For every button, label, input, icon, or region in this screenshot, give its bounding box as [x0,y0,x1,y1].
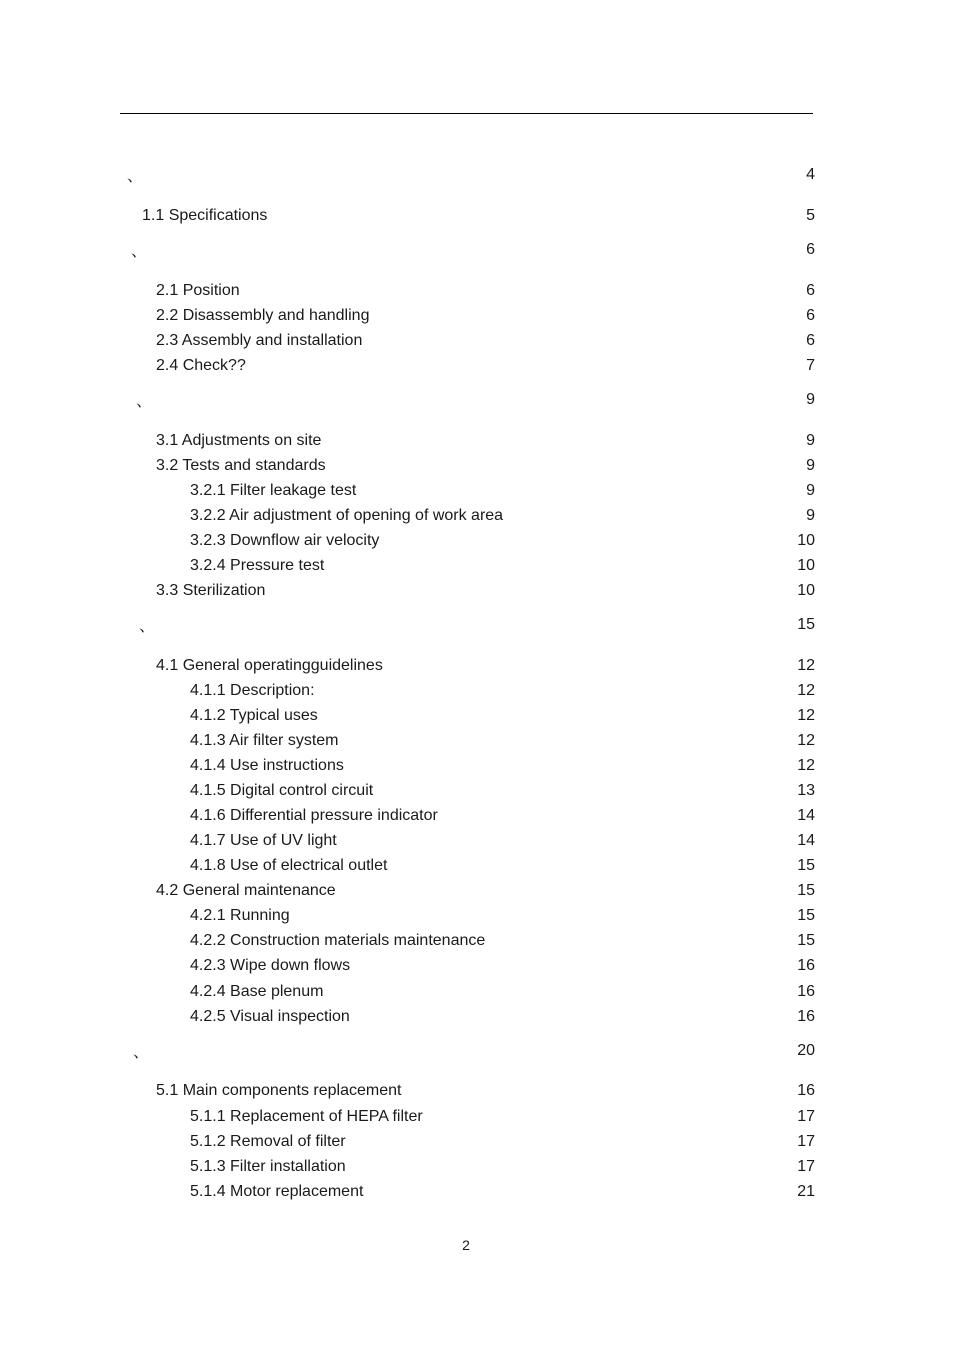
toc-entry-title: 4.2.5 Visual inspection [190,1008,350,1025]
toc-entry-title: 、 [133,1044,150,1061]
toc-entry-title: 4.1 General operatingguidelines [156,657,383,674]
toc-chapter-entry[interactable] [0,168,954,190]
toc-entry[interactable] [0,355,954,377]
toc-entry[interactable] [0,505,954,527]
toc-entry-page-number: 10 [797,532,815,549]
toc-entry-page-number: 9 [806,482,815,499]
toc-entry-title: 、 [136,393,153,410]
toc-entry-page-number: 15 [797,857,815,874]
toc-entry-page-number: 16 [797,1008,815,1025]
toc-entry-title: 4.1.5 Digital control circuit [190,782,374,799]
toc-entry-page-number: 15 [797,932,815,949]
toc-entry-page-number: 9 [806,507,815,524]
toc-entry-page-number: 15 [797,616,815,633]
toc-entry-page-number: 21 [797,1183,815,1200]
toc-entry[interactable] [0,1080,954,1102]
toc-entry[interactable] [0,280,954,302]
toc-entry-page-number: 17 [797,1133,815,1150]
toc-chapter-entry[interactable] [0,393,954,415]
toc-entry-title: 、 [127,168,144,185]
toc-entry-page-number: 20 [797,1042,815,1059]
toc-entry[interactable] [0,430,954,452]
toc-entry[interactable] [0,1131,954,1153]
toc-entry[interactable] [0,1181,954,1203]
toc-entry[interactable] [0,455,954,477]
toc-entry-title: 2.2 Disassembly and handling [156,307,370,324]
toc-entry-page-number: 16 [797,983,815,1000]
toc-entry-page-number: 4 [806,166,815,183]
toc-entry-page-number: 15 [797,882,815,899]
toc-entry-page-number: 6 [806,282,815,299]
toc-entry-title: 3.1 Adjustments on site [156,432,322,449]
toc-entry[interactable] [0,855,954,877]
toc-entry-title: 3.3 Sterilization [156,582,266,599]
toc-entry[interactable] [0,780,954,802]
toc-entry-page-number: 12 [797,732,815,749]
toc-entry-page-number: 10 [797,557,815,574]
toc-entry-title: 3.2 Tests and standards [156,457,326,474]
toc-entry[interactable] [0,880,954,902]
toc-chapter-entry[interactable] [0,618,954,640]
toc-entry-title: 5.1.3 Filter installation [190,1158,346,1175]
toc-entry-title: 、 [131,243,148,260]
toc-entry-page-number: 16 [797,1082,815,1099]
toc-entry-title: 5.1.1 Replacement of HEPA filter [190,1108,423,1125]
toc-entry[interactable] [0,730,954,752]
toc-chapter-entry[interactable] [0,1044,954,1066]
toc-entry[interactable] [0,555,954,577]
toc-entry-page-number: 5 [806,207,815,224]
toc-entry-title: 2.3 Assembly and installation [156,332,363,349]
toc-entry[interactable] [0,530,954,552]
toc-entry-title: 4.1.1 Description: [190,682,315,699]
toc-entry[interactable] [0,580,954,602]
toc-entry-title: 、 [139,618,156,635]
toc-entry-title: 4.2.1 Running [190,907,290,924]
toc-entry-page-number: 7 [806,357,815,374]
toc-entry-title: 4.2.3 Wipe down flows [190,957,351,974]
toc-entry-title: 4.1.6 Differential pressure indicator [190,807,438,824]
toc-entry-title: 1.1 Specifications [142,207,268,224]
toc-entry-title: 4.2.4 Base plenum [190,983,324,1000]
toc-entry-title: 2.4 Check?? [156,357,246,374]
toc-entry[interactable] [0,930,954,952]
toc-entry-page-number: 12 [797,707,815,724]
toc-entry[interactable] [0,205,954,227]
toc-entry-page-number: 9 [806,432,815,449]
toc-entry[interactable] [0,705,954,727]
toc-entry[interactable] [0,330,954,352]
page-number: 2 [462,1237,470,1253]
toc-entry-page-number: 13 [797,782,815,799]
toc-entry-title: 4.2 General maintenance [156,882,336,899]
toc-entry-title: 2.1 Position [156,282,240,299]
toc-entry-title: 5.1.2 Removal of filter [190,1133,346,1150]
toc-entry-page-number: 9 [806,457,815,474]
toc-entry[interactable] [0,305,954,327]
toc-entry[interactable] [0,755,954,777]
toc-entry[interactable] [0,905,954,927]
toc-entry-page-number: 17 [797,1108,815,1125]
toc-entry-title: 5.1.4 Motor replacement [190,1183,364,1200]
toc-entry-page-number: 12 [797,657,815,674]
toc-entry-title: 4.1.4 Use instructions [190,757,344,774]
toc-entry-page-number: 14 [797,807,815,824]
toc-entry[interactable] [0,830,954,852]
toc-entry[interactable] [0,680,954,702]
toc-entry-title: 4.1.8 Use of electrical outlet [190,857,388,874]
toc-entry[interactable] [0,480,954,502]
toc-entry[interactable] [0,955,954,977]
toc-entry[interactable] [0,1106,954,1128]
toc-entry-page-number: 6 [806,332,815,349]
toc-entry-title: 3.2.1 Filter leakage test [190,482,357,499]
toc-entry-page-number: 10 [797,582,815,599]
toc-entry-page-number: 17 [797,1158,815,1175]
toc-entry-page-number: 6 [806,241,815,258]
toc-entry-title: 4.1.7 Use of UV light [190,832,337,849]
toc-entry[interactable] [0,805,954,827]
toc-chapter-entry[interactable] [0,243,954,265]
toc-entry-page-number: 14 [797,832,815,849]
toc-entry-title: 4.1.3 Air filter system [190,732,339,749]
toc-entry[interactable] [0,981,954,1003]
toc-entry[interactable] [0,1006,954,1028]
toc-entry-title: 4.2.2 Construction materials maintenance [190,932,486,949]
toc-entry[interactable] [0,655,954,677]
toc-entry-title: 5.1 Main components replacement [156,1082,402,1099]
toc-entry-page-number: 12 [797,757,815,774]
toc-entry-page-number: 6 [806,307,815,324]
toc-entry-page-number: 15 [797,907,815,924]
toc-entry-title: 3.2.4 Pressure test [190,557,325,574]
toc-entry-page-number: 16 [797,957,815,974]
toc-entry[interactable] [0,1156,954,1178]
toc-entry-title: 3.2.2 Air adjustment of opening of work area [190,507,504,524]
toc-entry-title: 3.2.3 Downflow air velocity [190,532,380,549]
toc-entry-title: 4.1.2 Typical uses [190,707,318,724]
toc-entry-page-number: 12 [797,682,815,699]
toc-entry-page-number: 9 [806,391,815,408]
